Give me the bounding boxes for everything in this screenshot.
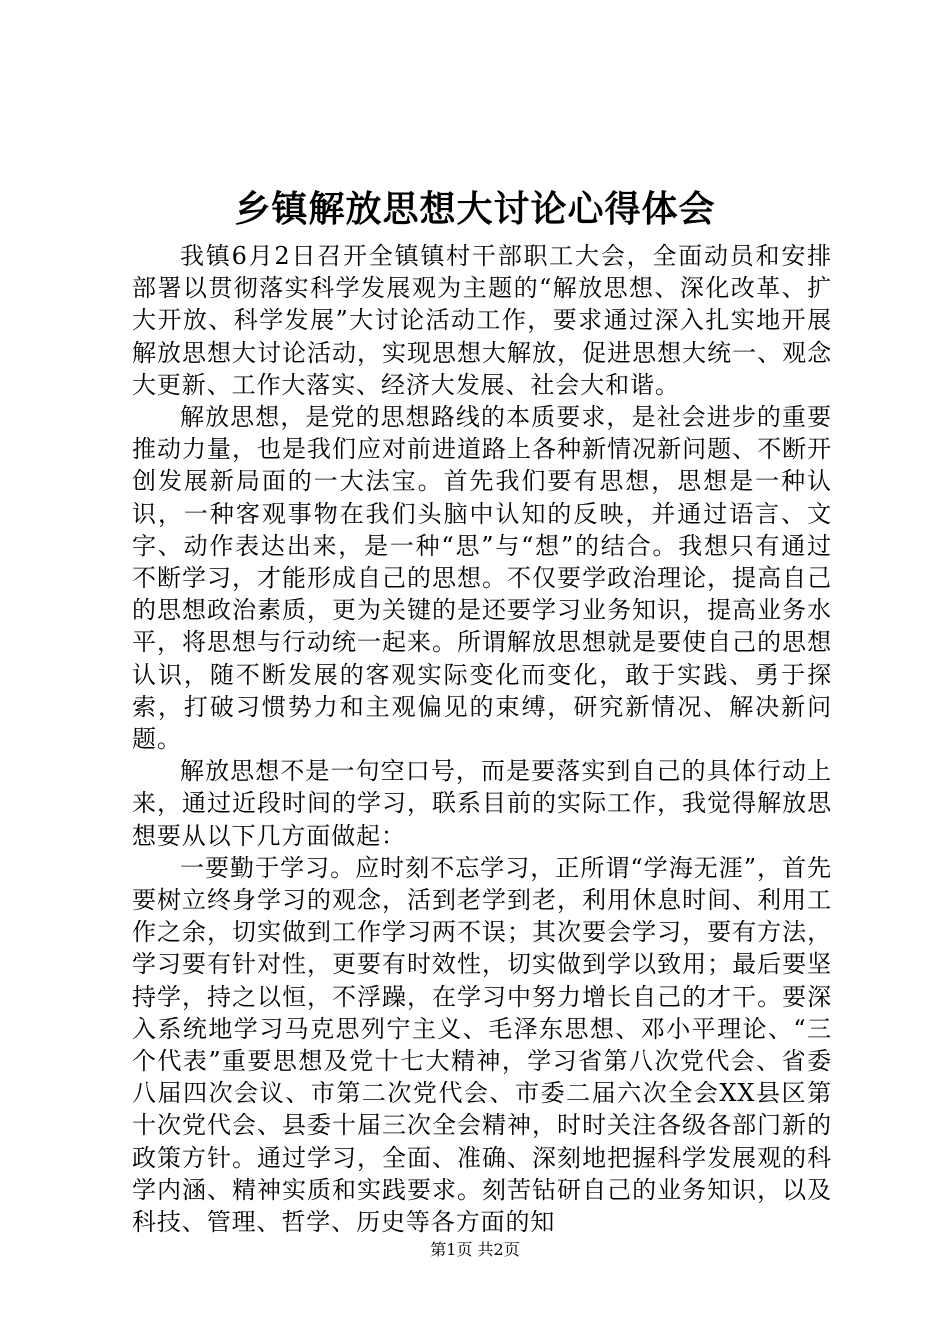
paragraph-2: 解放思想，是党的思想路线的本质要求，是社会进步的重要推动力量，也是我们应对前进道路上各种新情况新问题、不断开创发展新局面的一大法宝。首先我们要有思想，思想是一种认识，一种客观事物在我们头脑中认知的反映，并通过语言、文字、动作表达出来，是一种“思”与“想”的结合。我想只有通过不断学习，才能形成自己的思想。不仅要学政治理论，提高自己的思想政治素质，更为关键的是还要学习业务知识，提高业务水平，将思想与行动统一起来。所谓解放思想就是要使自己的思想认识，随不断发展的客观实际变化而变化，敢于实践、勇于探索，打破习惯势力和主观偏见的束缚，研究新情况、解决新问题。 <box>132 403 832 754</box>
paragraph-1: 我镇6月2日召开全镇镇村干部职工大会，全面动员和安排部署以贯彻落实科学发展观为主题的“解放思想、深化改革、扩大开放、科学发展”大讨论活动工作，要求通过深入扎实地开展解放思想大讨论活动，实现思想大解放，促进思想大统一、观念大更新、工作大落实、经济大发展、社会大和谐。 <box>132 242 832 399</box>
page-footer <box>0 1238 950 1262</box>
paragraph-3: 解放思想不是一句空口号，而是要落实到自己的具体行动上来，通过近段时间的学习，联系目前的实际工作，我觉得解放思想要从以下几方面做起： <box>132 757 832 850</box>
paragraph-4: 一要勤于学习。应时刻不忘学习，正所谓“学海无涯”，首先要树立终身学习的观念，活到老学到老，利用休息时间、利用工作之余，切实做到工作学习两不误；其次要会学习，要有方法，学习要有针对性，更要有时效性，切实做到学以致用；最后要坚持学，持之以恒，不浮躁，在学习中努力增长自己的才干。要深入系统地学习马克思列宁主义、毛泽东思想、邓小平理论、“三个代表”重要思想及党十七大精神，学习省第八次党代会、省委八届四次会议、市第二次党代会、市委二届六次全会XX县区第十次党代会、县委十届三次全会精神，时时关注各级各部门新的政策方针。通过学习，全面、准确、深刻地把握科学发展观的科学内涵、精神实质和实践要求。刻苦钻研自己的业务知识，以及科技、管理、哲学、历史等各方面的知 <box>132 853 832 1237</box>
document-body <box>132 240 832 1238</box>
page-number: 第1页 共2页 <box>430 1240 520 1259</box>
document-title: 乡镇解放思想大讨论心得体会 <box>234 188 716 230</box>
